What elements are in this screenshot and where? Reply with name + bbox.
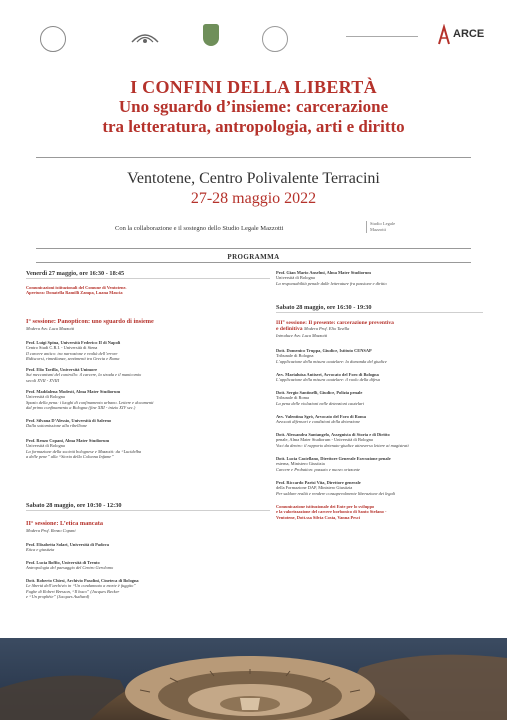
- right-speaker-7-name: Dott. Lucia Castellano, Direttore Generale Esecuzione penale: [276, 456, 391, 461]
- right-speaker-2-line-3: L’applicazione della misura cautelare: la domanda del giudice: [276, 358, 387, 364]
- right-speaker-4-name: Dott. Sergio Santinelli, Giudice, Polizia penale: [276, 390, 363, 395]
- seal-icon: [262, 26, 288, 52]
- right-speaker-5-line-2: Avvocati difensori e condizioni della detenzione: [276, 419, 361, 425]
- right-speaker-5: [276, 414, 483, 425]
- right-speaker-2: [276, 348, 483, 364]
- studio-logo-line-2: Mazzotti: [370, 227, 386, 232]
- greeting-line-2: Apertura: Donatella Ramilli Zampa, Luana Mascia: [26, 290, 123, 296]
- right-speaker-6-name: Dott. Alessandra Santangelo, Assegnista di Storia e di Diritto: [276, 432, 390, 437]
- arce-logo-text: ARCE: [453, 28, 485, 40]
- programma-divider-top: [36, 248, 471, 249]
- right-speaker-6: [276, 432, 483, 448]
- saturday-morning-block: [26, 502, 270, 511]
- arce-mark-icon: [437, 24, 451, 46]
- session-1: [26, 318, 270, 331]
- speaker-2-name: Prof. Elio Tavilla, Università Unimore: [26, 367, 98, 372]
- session-1-moderator: Modera Avv. Luca Mazzotti: [26, 326, 75, 331]
- speaker-5: [26, 438, 270, 459]
- saturday-afternoon-heading: Sabato 28 maggio, ore 16:30 - 19:30: [276, 304, 483, 313]
- right-speaker-6-line-2: penale, Alma Mater Studiorum - Università di Bologna: [276, 437, 373, 443]
- session-2-title: II° sessione: L’etica mancata: [26, 520, 103, 527]
- speaker-3-line-2: Università di Bologna: [26, 394, 65, 400]
- speaker-5-line-4: a delle pene” alla “Storia della Colonna Infame”: [26, 453, 114, 459]
- programma-heading: PROGRAMMA: [227, 253, 280, 261]
- speaker-1-line-2: Centro Studi C.R.I. - Università di Siena: [26, 345, 98, 351]
- right-speaker-4-line-3: La pena delle violazioni nelle detenzioni cautelari: [276, 400, 365, 406]
- right-speaker-3-line-2: L’applicazione della misura cautelare: il ruolo della difesa: [276, 377, 380, 383]
- session-1-title: I° sessione: Panopticon: uno sguardo di insieme: [26, 318, 154, 325]
- session-2: [26, 520, 270, 533]
- right-speaker-7-line-3: Carcere e Probation: passato e nuovo orizzonte: [276, 466, 360, 472]
- programma-divider-bottom: [36, 262, 471, 263]
- right-speaker-6-line-3: Voci da dentro: il rapporto detenuto-giudice attraverso lettere ai magistrati: [276, 442, 409, 448]
- right-speaker-8-name: Prof. Riccardo Parisi Vita, Direttore generale: [276, 480, 361, 485]
- speaker-6: [26, 542, 270, 553]
- speaker-3-name: Prof. Maddalena Modesti, Alma Mater Studiorum: [26, 389, 121, 394]
- speaker-1-line-3: Il carcere antico: tra narrazione e realtà dell’errore: [26, 350, 118, 356]
- friday-heading: Venerdì 27 maggio, ore 16:30 - 18:45: [26, 270, 270, 279]
- speaker-1-name: Prof. Luigi Spina, Università Federico II di Napoli: [26, 340, 121, 345]
- right-speaker-4-line-2: Tribunale di Roma: [276, 395, 310, 401]
- friday-block: [26, 270, 270, 296]
- saturday-morning-heading: Sabato 28 maggio, ore 10:30 - 12:30: [26, 502, 270, 511]
- italian-republic-emblem-icon: [40, 26, 66, 52]
- right-speaker-8-line-3: Per saldare realtà e rendere consapevolmente liberazione dei legali: [276, 490, 396, 496]
- session-3-title-2: e definitiva: [276, 326, 303, 333]
- right-speaker-3-name: Avv. Marialuisa Antiseri, Avvocato del Foro di Bologna: [276, 372, 379, 377]
- speaker-6-line-2: Etica e giustizia: [26, 547, 55, 553]
- session-3-title: III° sessione: Il presente: carcerazione preventiva: [276, 320, 394, 326]
- right-speaker-8-line-2: della Formazione DAP, Ministero Giustizia: [276, 485, 353, 491]
- session-3: [276, 320, 483, 338]
- closing-line-3: Ventotene, Dott.ssa Silvia Costa, Vanna Pesci: [276, 514, 360, 520]
- right-speaker-2-line-2: Tribunale di Bologna: [276, 353, 314, 359]
- university-logo-icon: [128, 26, 162, 48]
- prison-illustration: [0, 638, 507, 720]
- right-speaker-8: [276, 480, 483, 496]
- studio-logo: [366, 221, 395, 233]
- speaker-5-line-3: La formazione della società bolognese e Mazzotti: da “Lucidelba: [26, 448, 142, 454]
- right-speaker-1-line-3: La responsabilità penale dalle letterature fra passione e diritto: [276, 280, 387, 286]
- title-line-2: Uno sguardo d’insieme: carcerazione: [118, 97, 389, 116]
- right-speaker-7-line-2: esterna, Ministero Giustizia: [276, 461, 325, 467]
- title-line-1: I CONFINI DELLA LIBERTÀ: [130, 77, 377, 97]
- speaker-6-name: Prof. Elisabetta Solari, Università di Padova: [26, 542, 109, 547]
- closing-line-2: e la valorizzazione del carcere borbonico di Santo Stefano -: [276, 509, 387, 515]
- speaker-4-name: Prof. Silvana D’Alessio, Università di Salerno: [26, 418, 112, 423]
- speaker-5-name: Prof. Renzo Copani, Alma Mater Studiorum: [26, 438, 110, 443]
- closing-line-1: Comunicazione istituzionale dei Ente per lo sviluppo: [276, 504, 375, 509]
- studio-logo-line-1: Studio Legale: [370, 221, 396, 226]
- speaker-1: [26, 340, 270, 361]
- event-venue: Ventotene, Centro Polivalente Terracini: [127, 170, 380, 187]
- speaker-8: [26, 578, 270, 599]
- speaker-5-line-2: Università di Bologna: [26, 443, 65, 449]
- ventotene-crest-icon: [203, 24, 219, 46]
- speaker-2: [26, 367, 270, 383]
- right-speaker-1: [276, 270, 483, 286]
- right-speaker-3: [276, 372, 483, 383]
- right-speaker-4: [276, 390, 483, 406]
- right-speaker-1-line-2: Università di Bologna: [276, 275, 315, 281]
- speaker-2-line-3: secoli XVII - XVIII: [26, 377, 60, 383]
- session-3-moderator: Modera Prof. Elio Tavilla: [303, 326, 350, 332]
- speaker-8-name: Dott. Roberto Chiesi, Archivio Pasolini, Cineteca di Bologna: [26, 578, 139, 583]
- right-speaker-5-name: Avv. Valentina Sgrò, Avvocato del Foro di Roma: [276, 414, 366, 419]
- institution-logo: [346, 36, 418, 43]
- speaker-3-line-4: dal primo confinamento a Bologna (fine XIII - inizio XIV sec.): [26, 404, 136, 410]
- title-divider: [36, 157, 471, 158]
- speaker-4: [26, 418, 270, 429]
- collaboration-note: Con la collaborazione e il sostegno dello Studio Legale Mazzotti: [115, 225, 284, 232]
- speaker-8-line-3: Fughe di Robert Bresson, “Il buco” (Jacques Becker: [26, 588, 120, 594]
- right-speaker-1-name: Prof. Gian Mario Anselmi, Alma Mater Studiorum: [276, 270, 371, 275]
- greeting-line-1: Comunicazioni istituzionali del Comune di Ventotene.: [26, 285, 127, 290]
- speaker-2-line-2: Sui meccanismi del controllo: il carcere, la strada e il manicomio: [26, 372, 142, 378]
- event-date: 27-28 maggio 2022: [190, 190, 317, 207]
- speaker-4-line-2: Dalla sottomissione alla ribellione: [26, 423, 88, 429]
- session-1-heading: [26, 318, 270, 326]
- speaker-7-name: Prof. Lucia Boffio, Università di Trento: [26, 560, 100, 565]
- santo-stefano-prison-photo: [0, 638, 507, 720]
- session-2-heading: [26, 520, 270, 528]
- speaker-7-line-2: Antropologia del paesaggio del Centro Gerolomo: [26, 565, 114, 571]
- speaker-8-line-4: e “Un prophète” (Jacques Audiard): [26, 593, 90, 599]
- logo-strip: [0, 22, 507, 66]
- saturday-afternoon-block: [276, 304, 483, 313]
- speaker-8-line-2: Le libertà dell’archivio in “Un condannato a morte è fuggito”: [26, 583, 136, 589]
- title-line-3: tra letteratura, antropologia, arti e diritto: [102, 117, 405, 136]
- closing-communication: [276, 504, 483, 520]
- speaker-3: [26, 389, 270, 410]
- session-2-moderator: Modera Prof. Renzo Copani: [26, 528, 76, 533]
- session-3-intro: Introduce Avv. Luca Mazzotti: [276, 332, 328, 338]
- speaker-1-line-4: Ridiscorsi, rimedianze, sentimenti tra Grecia e Roma: [26, 355, 120, 361]
- right-speaker-2-name: Dott. Domenico Truppa, Giudice, Istituto CENSAP: [276, 348, 372, 353]
- right-speaker-7: [276, 456, 483, 472]
- speaker-7: [26, 560, 270, 571]
- speaker-3-line-3: Spazio della pena: i luoghi di confinamento urbano. Lettere e documenti: [26, 399, 154, 405]
